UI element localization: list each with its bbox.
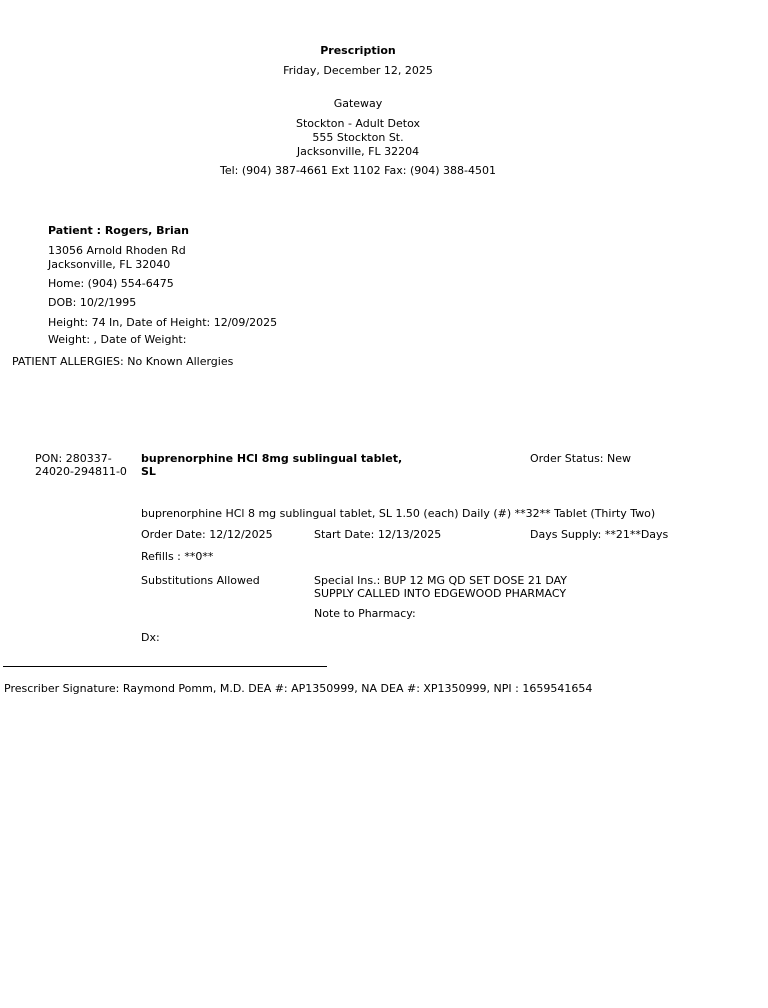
patient-allergies: PATIENT ALLERGIES: No Known Allergies — [12, 355, 234, 368]
facility-street: 555 Stockton St. — [312, 131, 404, 144]
pon-number-line1: PON: 280337- — [35, 452, 112, 465]
patient-street: 13056 Arnold Rhoden Rd — [48, 244, 186, 257]
facility-city: Jacksonville, FL 32204 — [296, 145, 420, 158]
patient-name: Patient : Rogers, Brian — [48, 224, 190, 237]
start-date: Start Date: 12/13/2025 — [314, 528, 442, 541]
organization-name: Gateway — [333, 97, 383, 110]
special-instructions-line1: Special Ins.: BUP 12 MG QD SET DOSE 21 DAY — [314, 574, 567, 587]
days-supply: Days Supply: **21**Days — [530, 528, 669, 541]
patient-height: Height: 74 In, Date of Height: 12/09/2025 — [48, 316, 278, 329]
document-title: Prescription — [320, 44, 396, 57]
diagnosis: Dx: — [141, 631, 160, 644]
facility-contact: Tel: (904) 387-4661 Ext 1102 Fax: (904) 388-4501 — [220, 164, 496, 177]
order-date: Order Date: 12/12/2025 — [141, 528, 273, 541]
patient-city: Jacksonville, FL 32040 — [48, 258, 171, 271]
patient-home-phone: Home: (904) 554-6475 — [48, 277, 174, 290]
drug-name-line1: buprenorphine HCl 8mg sublingual tablet, — [141, 452, 403, 465]
facility-name: Stockton - Adult Detox — [295, 117, 421, 130]
patient-dob: DOB: 10/2/1995 — [48, 296, 137, 309]
patient-weight: Weight: , Date of Weight: — [48, 333, 187, 346]
prescriber-signature: Prescriber Signature: Raymond Pomm, M.D. DEA #: AP1350999, NA DEA #: XP1350999, NPI : 1659541654 — [4, 682, 593, 695]
order-status: Order Status: New — [530, 452, 632, 465]
note-to-pharmacy: Note to Pharmacy: — [314, 607, 416, 620]
signature-line — [3, 666, 327, 667]
refills: Refills : **0** — [141, 550, 214, 563]
drug-sig: buprenorphine HCl 8 mg sublingual tablet, SL 1.50 (each) Daily (#) **32** Tablet (Thirty Two) — [141, 507, 656, 520]
pon-number-line2: 24020-294811-0 — [35, 465, 127, 478]
document-date: Friday, December 12, 2025 — [283, 64, 433, 77]
special-instructions-line2: SUPPLY CALLED INTO EDGEWOOD PHARMACY — [314, 587, 567, 600]
drug-name-line2: SL — [141, 465, 156, 478]
substitutions: Substitutions Allowed — [141, 574, 260, 587]
